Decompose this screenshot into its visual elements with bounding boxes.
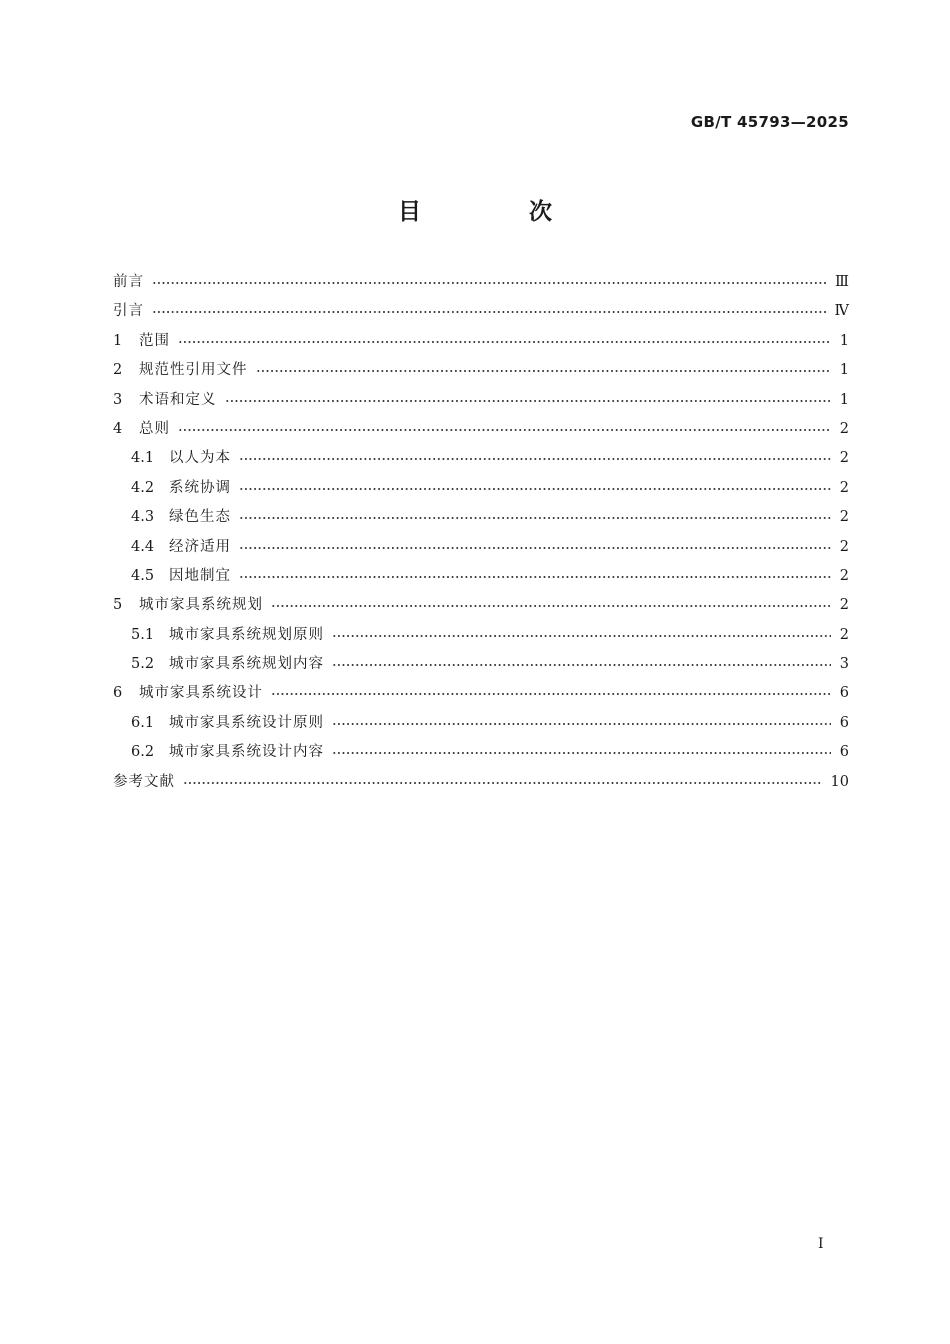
toc-entry-number: 4.4 (131, 538, 155, 555)
toc-entry-number: 2 (113, 362, 123, 379)
toc-entry-label: 规范性引用文件 (139, 362, 248, 379)
toc-entry-label: 城市家具系统规划原则 (169, 626, 324, 643)
toc-entry-label: 术语和定义 (139, 391, 217, 408)
toc-entry-label: 总则 (139, 420, 170, 437)
toc-entry-page: 2 (839, 538, 849, 555)
dot-leader (239, 451, 831, 461)
toc-entry-label: 城市家具系统规划 (139, 597, 263, 614)
toc-entry-label: 以人为本 (169, 450, 231, 467)
toc-entry-number: 5.1 (131, 626, 155, 643)
toc-entry-number: 4 (113, 420, 123, 437)
toc-entry-4-4[interactable] (113, 535, 849, 564)
toc-entry-page: 2 (839, 479, 849, 496)
toc-entry-number: 1 (113, 332, 123, 349)
toc-entry-label: 经济适用 (169, 538, 231, 555)
toc-entry-page: 2 (839, 597, 849, 614)
toc-entry-1[interactable] (113, 329, 849, 358)
toc-entry-label: 引言 (113, 303, 144, 320)
dot-leader (239, 540, 831, 550)
toc-entry-page: Ⅳ (834, 303, 849, 320)
toc-entry-page: 2 (839, 567, 849, 584)
toc-entry-number: 6.1 (131, 714, 155, 731)
toc-entry-page: 10 (830, 773, 849, 790)
toc-entry-5[interactable] (113, 593, 849, 622)
toc-entry-page: 6 (839, 714, 849, 731)
toc-entry-number: 5.2 (131, 656, 155, 673)
toc-entry-introduction[interactable] (113, 299, 849, 328)
toc-entry-2[interactable] (113, 358, 849, 387)
toc-entry-label: 城市家具系统规划内容 (169, 656, 324, 673)
toc-entry-label: 前言 (113, 274, 144, 290)
dot-leader (332, 657, 831, 667)
toc-entry-label: 因地制宜 (169, 567, 231, 584)
toc-entry-label: 城市家具系统设计原则 (169, 714, 324, 731)
toc-entry-5-2[interactable] (113, 652, 849, 681)
toc-entry-5-1[interactable] (113, 623, 849, 652)
toc-entry-label: 城市家具系统设计 (139, 685, 263, 702)
toc-entry-page: 6 (839, 744, 849, 761)
toc-entry-number: 6 (113, 685, 123, 702)
page-title: 目 次 (397, 199, 602, 225)
dot-leader (239, 481, 831, 491)
toc-entry-page: 2 (839, 509, 849, 526)
toc-entry-references[interactable] (113, 770, 849, 799)
dot-leader (239, 569, 831, 579)
toc-entry-number: 4.3 (131, 509, 155, 526)
dot-leader (152, 275, 827, 285)
toc-entry-6-1[interactable] (113, 711, 849, 740)
toc-entry-label: 城市家具系统设计内容 (169, 744, 324, 761)
toc-entry-4-2[interactable] (113, 476, 849, 505)
toc-entry-page: 2 (839, 450, 849, 467)
dot-leader (178, 334, 831, 344)
toc-entry-label: 系统协调 (169, 479, 231, 496)
toc-entry-page: Ⅲ (835, 274, 849, 290)
toc-entry-number: 4.1 (131, 450, 155, 467)
standard-code: GB/T 45793—2025 (690, 113, 849, 131)
toc-entry-4[interactable] (113, 417, 849, 446)
toc-entry-page: 1 (839, 391, 849, 408)
toc-entry-3[interactable] (113, 388, 849, 417)
page-number: I (818, 1236, 824, 1252)
dot-leader (332, 716, 831, 726)
toc-entry-label: 范围 (139, 332, 170, 349)
toc-entry-6-2[interactable] (113, 740, 849, 769)
dot-leader (256, 363, 832, 373)
dot-leader (332, 628, 831, 638)
toc-entry-page: 1 (839, 362, 849, 379)
toc-entry-number: 4.5 (131, 567, 155, 584)
toc-entry-page: 2 (839, 626, 849, 643)
dot-leader (225, 393, 832, 403)
dot-leader (271, 598, 831, 608)
toc-entry-page: 2 (839, 420, 849, 437)
dot-leader (178, 422, 831, 432)
toc-entry-4-5[interactable] (113, 564, 849, 593)
dot-leader (152, 304, 827, 314)
toc-entry-number: 6.2 (131, 744, 155, 761)
table-of-contents (113, 270, 849, 799)
toc-entry-number: 4.2 (131, 479, 155, 496)
toc-entry-page: 6 (839, 685, 849, 702)
dot-leader (239, 510, 831, 520)
toc-entry-4-3[interactable] (113, 505, 849, 534)
dot-leader (183, 775, 823, 785)
dot-leader (271, 686, 831, 696)
toc-entry-page: 3 (839, 656, 849, 673)
toc-entry-label: 绿色生态 (169, 509, 231, 526)
toc-entry-6[interactable] (113, 681, 849, 710)
toc-entry-number: 5 (113, 597, 123, 614)
toc-entry-number: 3 (113, 391, 123, 408)
toc-entry-label: 参考文献 (113, 773, 175, 790)
dot-leader (332, 745, 831, 755)
toc-entry-page: 1 (839, 332, 849, 349)
toc-entry-preface[interactable] (113, 270, 849, 299)
toc-entry-4-1[interactable] (113, 446, 849, 475)
